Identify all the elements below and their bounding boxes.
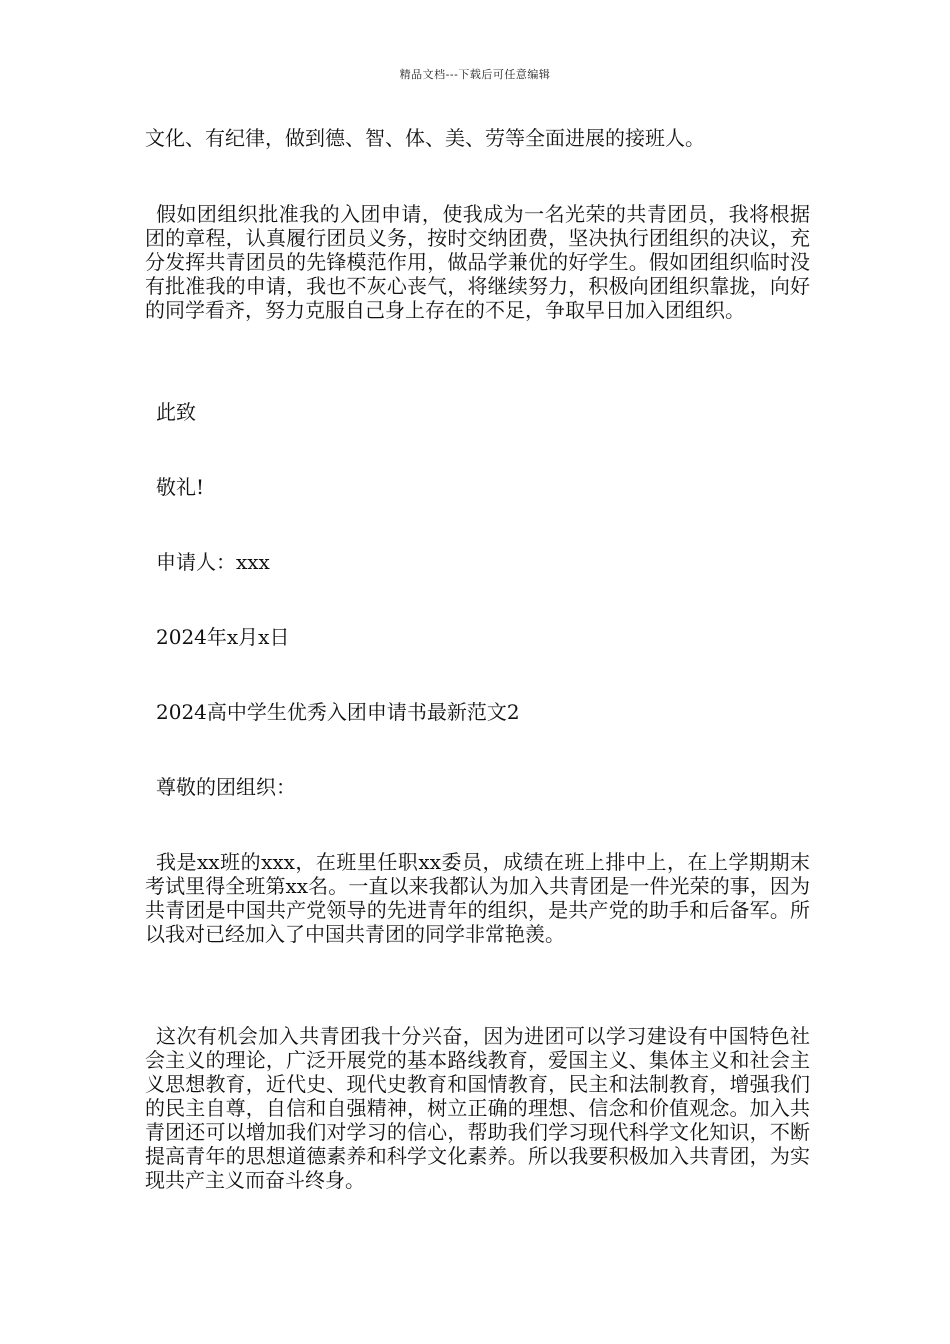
paragraph-continuation: 文化、有纪律，做到德、智、体、美、劳等全面进展的接班人。: [145, 126, 705, 150]
closing-phrase: 此致: [156, 400, 196, 424]
paragraph-motivation: 这次有机会加入共青团我十分兴奋，因为进团可以学习建设有中国特色社会主义的理论，广泛开展党的基本路线教育，爱国主义、集体主义和社会主义思想教育，近代史、现代史教育和国情教育，民主和法制教育，增强我们的民主自尊，自信和自强精神，树立正确的理想、信念和价值观念。加入共青团还可以增加我们对学习的信心，帮助我们学习现代科学文化知识，不断提高青年的思想道德素养和科学文化素养。所以我要积极加入共青团，为实现共产主义而奋斗终身。: [145, 1024, 810, 1192]
paragraph-commitment: 假如团组织批准我的入团申请，使我成为一名光荣的共青团员，我将根据团的章程，认真履行团员义务，按时交纳团费，坚决执行团组织的决议，充分发挥共青团员的先锋模范作用，做品学兼优的好学生。假如团组织临时没有批准我的申请，我也不灰心丧气，将继续努力，积极向团组织靠拢，向好的同学看齐，努力克服自己身上存在的不足，争取早日加入团组织。: [145, 202, 810, 322]
section-title: 2024高中学生优秀入团申请书最新范文2: [156, 700, 520, 724]
greeting: 尊敬的团组织：: [156, 775, 296, 799]
salutation: 敬礼!: [156, 475, 205, 499]
paragraph-introduction: 我是xx班的xxx，在班里任职xx委员，成绩在班上排中上，在上学期期末考试里得全班第xx名。一直以来我都认为加入共青团是一件光荣的事，因为共青团是中国共产党领导的先进青年的组织，是共产党的助手和后备军。所以我对已经加入了中国共青团的同学非常艳羡。: [145, 850, 810, 946]
applicant-signature: 申请人：xxx: [156, 550, 270, 574]
page-header: 精品文档---下载后可任意编辑: [399, 68, 551, 81]
application-date: 2024年x月x日: [156, 625, 290, 649]
